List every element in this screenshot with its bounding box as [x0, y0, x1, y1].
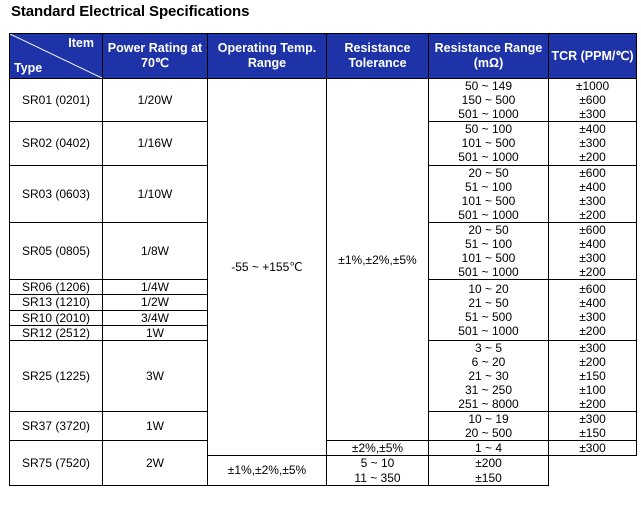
range-cell — [429, 79, 549, 122]
power-cell: 1/16W — [103, 122, 208, 165]
range-value: 21 ~ 30 — [468, 368, 509, 383]
range-value: 50 ~ 100 — [464, 122, 513, 137]
tcr-value: ±400 — [579, 237, 606, 252]
tcr-value: ±100 — [579, 382, 606, 397]
tcr-cell — [549, 412, 637, 441]
range-value: 501 ~ 1000 — [458, 107, 519, 122]
power-cell: 2W — [103, 441, 208, 485]
tcr-value: ±150 — [475, 470, 502, 485]
header-range: Resistance Range (mΩ) — [429, 34, 549, 79]
range-value: 101 ~ 500 — [461, 136, 516, 151]
header-row — [10, 34, 637, 79]
tcr-value: ±200 — [579, 354, 606, 369]
tcr-cell — [549, 340, 637, 411]
range-value: 501 ~ 1000 — [458, 207, 519, 222]
range-cell — [429, 412, 549, 441]
range-value: 150 ~ 500 — [461, 93, 516, 108]
power-cell: 1/10W — [103, 165, 208, 222]
power-cell: 1W — [103, 325, 208, 340]
range-cell — [429, 165, 549, 222]
tolerance-main-cell: ±1%,±2%,±5% — [327, 79, 429, 441]
tcr-value: ±600 — [579, 93, 606, 108]
tcr-cell — [549, 122, 637, 165]
tcr-value: ±400 — [579, 295, 606, 310]
tcr-value: ±300 — [579, 251, 606, 266]
range-cell — [327, 456, 429, 485]
range-value: 101 ~ 500 — [461, 193, 516, 208]
tcr-value: ±300 — [579, 107, 606, 122]
header-tcr: TCR (PPM/℃) — [549, 34, 637, 79]
range-value: 3 ~ 5 — [474, 340, 503, 355]
header-temp: Operating Temp. Range — [208, 34, 327, 79]
range-cell — [429, 122, 549, 165]
range-value: 6 ~ 20 — [471, 354, 506, 369]
range-value: 501 ~ 1000 — [458, 150, 519, 165]
type-cell: SR05 (0805) — [10, 222, 103, 279]
range-value: 101 ~ 500 — [461, 251, 516, 266]
range-value: 20 ~ 50 — [468, 165, 509, 180]
tcr-value: ±400 — [579, 179, 606, 194]
tcr-value: ±200 — [579, 150, 606, 165]
tcr-value: ±300 — [579, 310, 606, 324]
header-item-type — [10, 34, 103, 79]
range-cell — [429, 340, 549, 411]
type-cell: SR02 (0402) — [10, 122, 103, 165]
group-tcr-cell — [549, 280, 637, 340]
range-value: 251 ~ 8000 — [458, 397, 519, 412]
power-cell: 1/2W — [103, 295, 208, 310]
tcr-cell — [429, 456, 549, 485]
range-value: 51 ~ 100 — [464, 179, 513, 194]
tcr-cell — [549, 79, 637, 122]
header-power: Power Rating at 70℃ — [103, 34, 208, 79]
type-cell: SR03 (0603) — [10, 165, 103, 222]
range-value: 50 ~ 149 — [464, 79, 513, 93]
table-row — [10, 79, 637, 122]
type-cell: SR06 (1206) — [10, 280, 103, 295]
tolerance-sr75-a-cell: ±2%,±5% — [327, 441, 429, 456]
tcr-cell — [549, 222, 637, 279]
tcr-value: ±200 — [579, 207, 606, 222]
range-value: 5 ~ 10 — [360, 456, 395, 471]
page-title: Standard Electrical Specifications — [11, 3, 250, 20]
tcr-value: ±150 — [579, 426, 606, 441]
tcr-value: ±300 — [579, 136, 606, 151]
tcr-value: ±1000 — [575, 79, 610, 93]
type-cell: SR75 (7520) — [10, 441, 103, 485]
operating-temp-cell: -55 ~ +155℃ — [208, 79, 327, 456]
header-tolerance: Resistance Tolerance — [327, 34, 429, 79]
spec-table — [9, 33, 637, 486]
tcr-value: ±200 — [579, 397, 606, 412]
power-cell: 1W — [103, 412, 208, 441]
tcr-value: ±200 — [579, 265, 606, 280]
tcr-value: ±600 — [579, 281, 606, 296]
power-cell: 1/20W — [103, 79, 208, 122]
tcr-value: ±150 — [579, 368, 606, 383]
range-value: 501 ~ 1000 — [458, 265, 519, 280]
power-cell: 1/8W — [103, 222, 208, 279]
type-cell: SR25 (1225) — [10, 340, 103, 411]
tcr-value: ±600 — [579, 222, 606, 237]
range-value: 20 ~ 50 — [468, 222, 509, 237]
range-value: 31 ~ 250 — [464, 382, 513, 397]
tcr-value: ±300 — [579, 193, 606, 208]
range-value: 10 ~ 19 — [468, 412, 509, 427]
power-cell: 3/4W — [103, 310, 208, 325]
range-value: 21 ~ 50 — [468, 295, 509, 310]
tcr-value: ±300 — [579, 412, 606, 427]
tcr-cell: ±300 — [549, 441, 637, 456]
range-value: 51 ~ 500 — [464, 310, 513, 324]
type-cell: SR37 (3720) — [10, 412, 103, 441]
type-cell: SR13 (1210) — [10, 295, 103, 310]
range-value: 10 ~ 20 — [468, 281, 509, 296]
power-cell: 3W — [103, 340, 208, 411]
type-cell: SR10 (2010) — [10, 310, 103, 325]
power-cell: 1/4W — [103, 280, 208, 295]
type-cell: SR12 (2512) — [10, 325, 103, 340]
tcr-value: ±200 — [579, 324, 606, 339]
range-value: 501 ~ 1000 — [458, 324, 519, 339]
range-cell: 1 ~ 4 — [429, 441, 549, 456]
tcr-value: ±400 — [579, 122, 606, 137]
group-range-cell — [429, 280, 549, 340]
header-type: Type — [14, 61, 43, 75]
range-value: 51 ~ 100 — [464, 237, 513, 252]
range-value: 11 ~ 350 — [354, 470, 401, 485]
range-cell — [429, 222, 549, 279]
tcr-value: ±300 — [579, 340, 606, 355]
tcr-cell — [549, 165, 637, 222]
type-cell: SR01 (0201) — [10, 79, 103, 122]
tcr-value: ±200 — [475, 456, 502, 471]
tcr-value: ±600 — [579, 165, 606, 180]
header-item: Item — [68, 36, 94, 50]
tolerance-sr75-b-cell: ±1%,±2%,±5% — [208, 456, 327, 485]
range-value: 20 ~ 500 — [464, 426, 513, 441]
